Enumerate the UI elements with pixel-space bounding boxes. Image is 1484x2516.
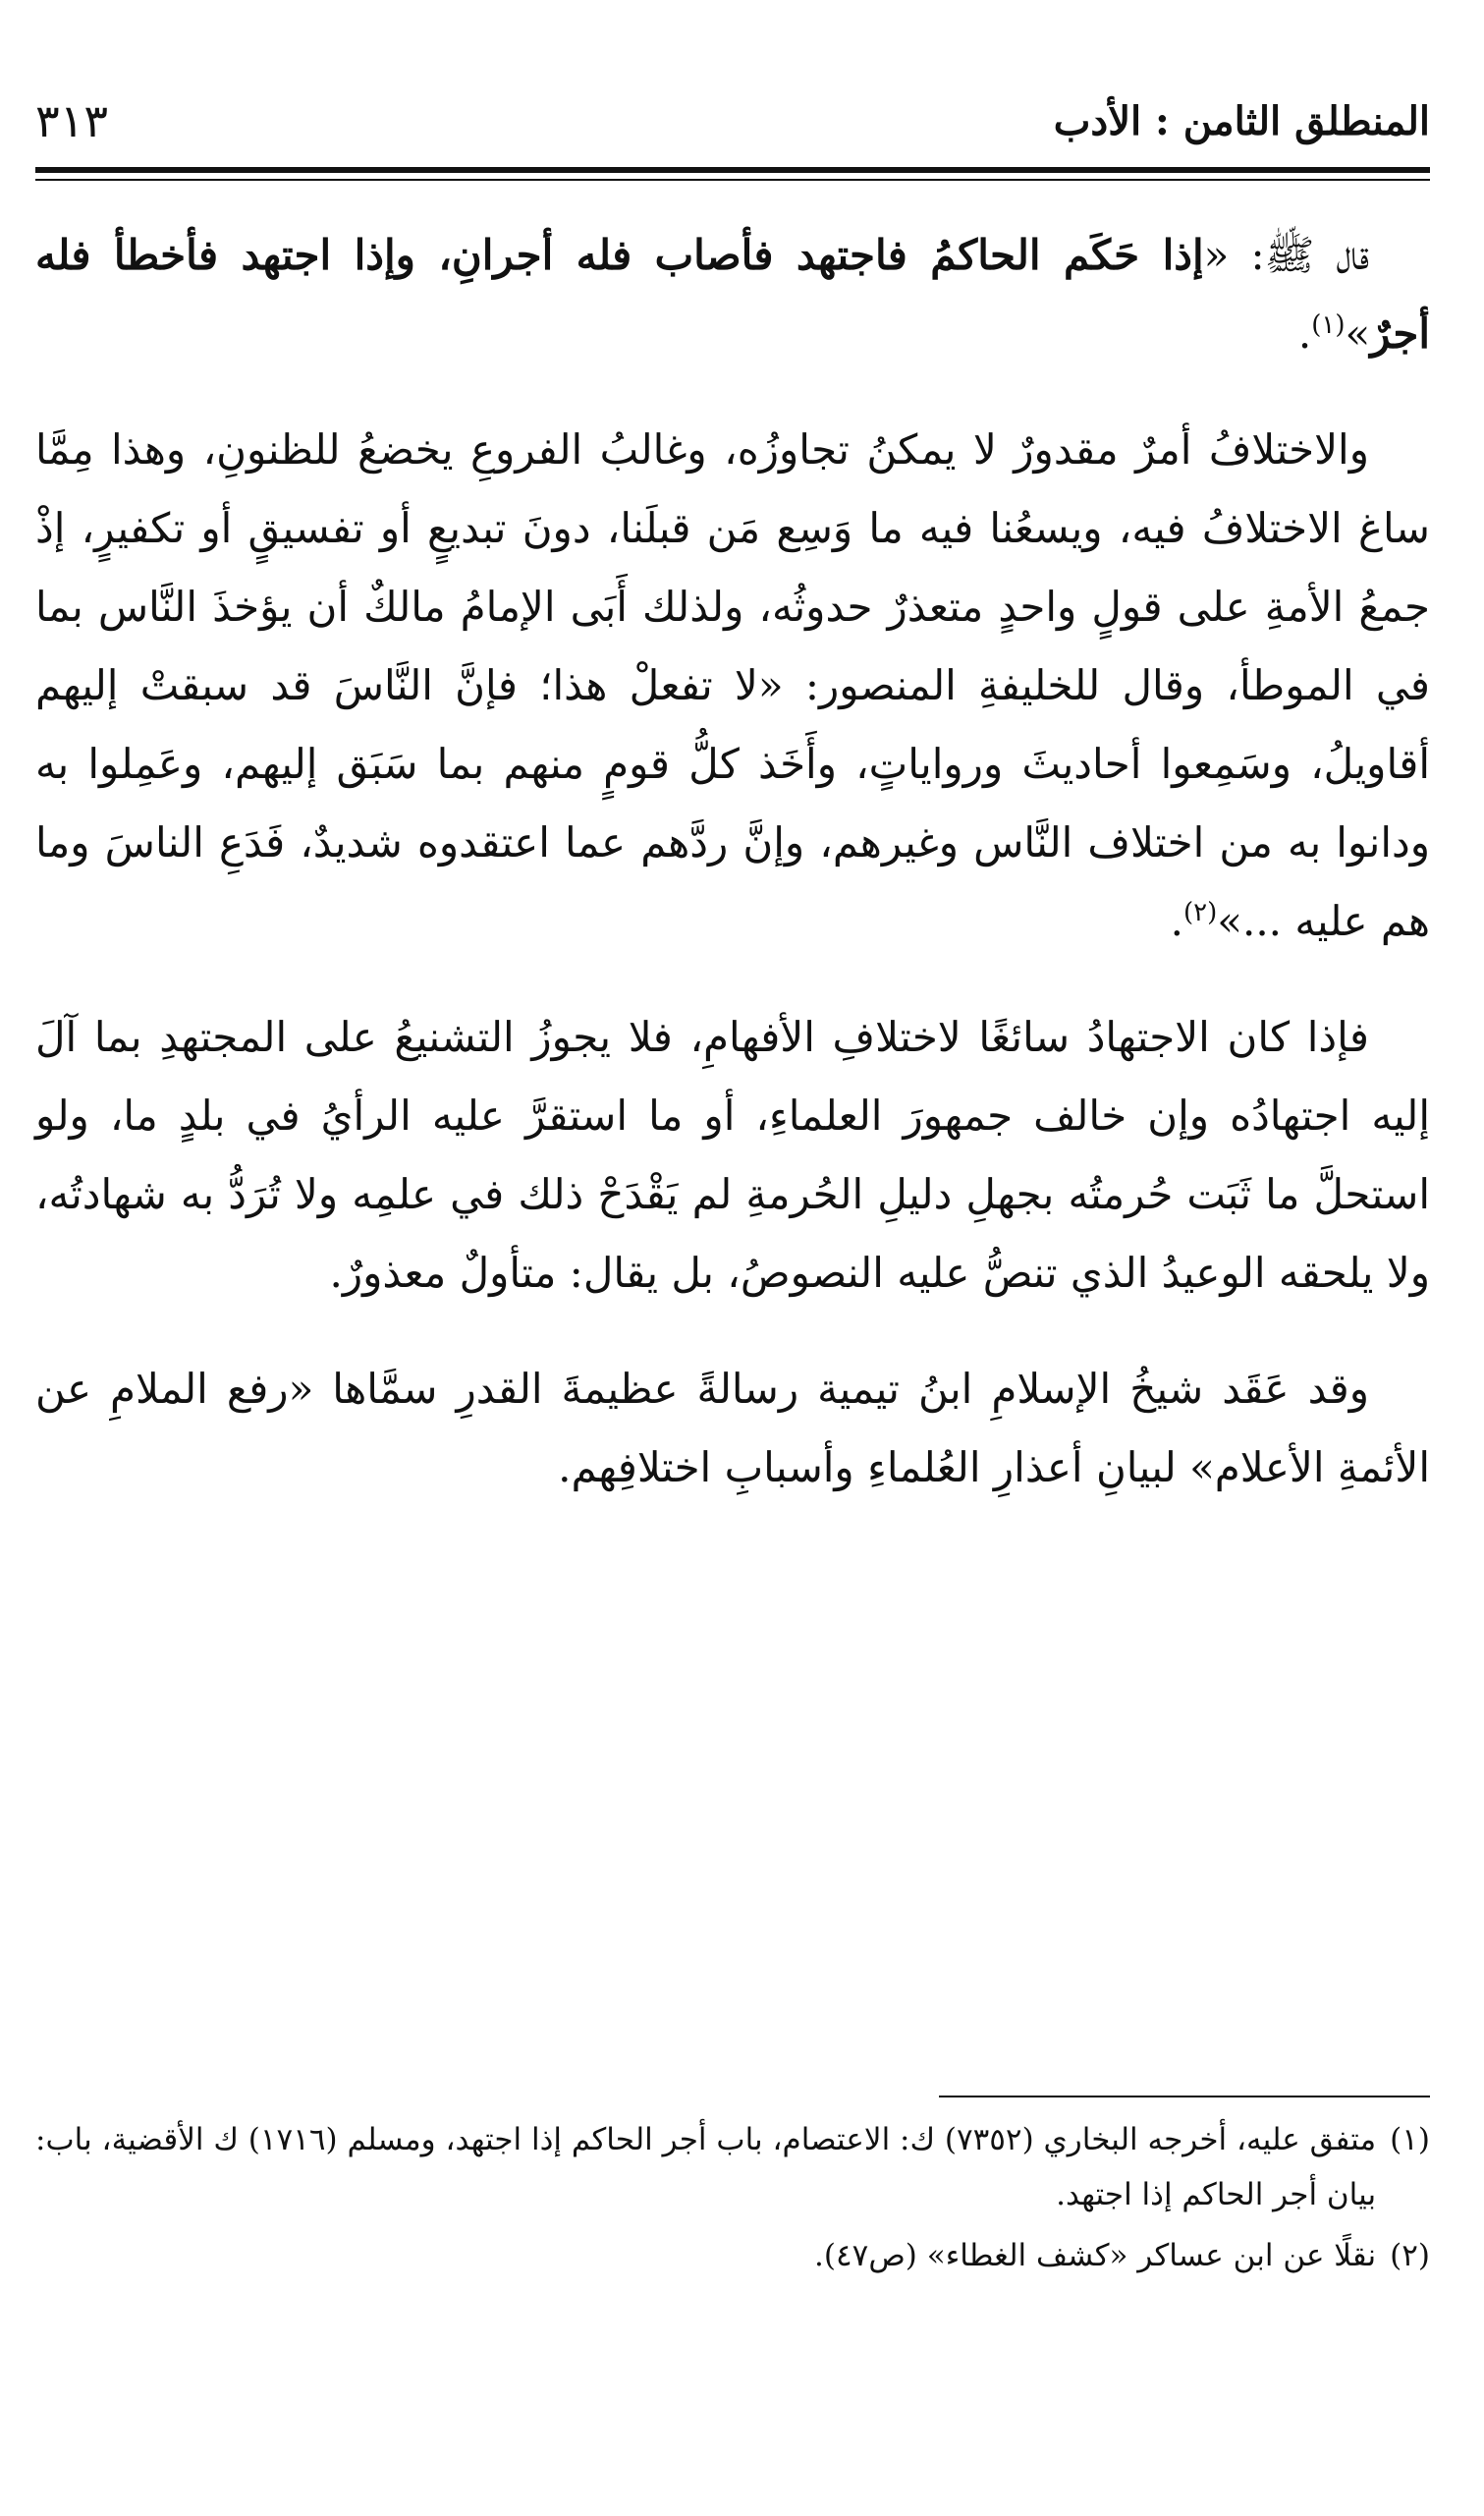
main-text <box>35 216 1430 1544</box>
paragraph-ikhtilaf <box>35 411 1430 961</box>
footnote-1 <box>35 2112 1430 2222</box>
header-rule-thin <box>35 179 1430 181</box>
paragraph-ikhtilaf-tail: . <box>1170 897 1183 945</box>
paragraph-hadith <box>35 216 1430 373</box>
paragraph-ikhtilaf-text: والاختلافُ أمرٌ مقدورٌ لا يمكنُ تجاوزُه، وغالبُ الفروعِ يخضعُ للظنونِ، وهذا مِمَّا ساغ الاختلافُ فيه، ويسعُنا فيه ما وَسِع مَن قبلَنا، دونَ تبديعٍ أو تفسيقٍ أو تكفيرٍ، إذْ جمعُ الأمةِ على قولٍ واحدٍ متعذرٌ حدوثُه، ولذلك أَبَى الإمامُ مالكٌ أن يؤخذَ النَّاس بما في الموطأ، وقال للخليفةِ المنصور: «لا تفعلْ هذا؛ فإنَّ النَّاسَ قد سبقتْ إليهم أقاويلُ، وسَمِعوا أحاديثَ ورواياتٍ، وأَخَذ كلُّ قومٍ منهم بما سَبَق إليهم، وعَمِلوا به ودانوا به من اختلاف النَّاس وغيرهم، وإنَّ ردَّهم عما اعتقدوه شديدٌ، فَدَعِ الناسَ وما هم عليه ...» <box>35 425 1430 945</box>
page-number: ٣١٣ <box>35 94 109 147</box>
paragraph-ibn-taymiyya <box>35 1350 1430 1507</box>
footnote-number: (١) <box>1390 2122 1430 2157</box>
footnote-separator <box>939 2096 1430 2097</box>
hadith-quote-close: » <box>1345 309 1371 358</box>
paragraph-ijtihad-text: فإذا كان الاجتهادُ سائغًا لاختلافِ الأفهامِ، فلا يجوزُ التشنيعُ على المجتهدِ بما آلَ إليه اجتهادُه وإن خالف جمهورَ العلماءِ، أو ما استقرَّ عليه الرأيُ في بلدٍ ما، ولو استحلَّ ما ثَبَت حُرمتُه بجهلِ دليلِ الحُرمةِ لم يَقْدَحْ ذلك في علمِه ولا تُرَدُّ به شهادتُه، ولا يلحقه الوعيدُ الذي تنصُّ عليه النصوصُ، بل يقال: متأولٌ معذورٌ. <box>35 1013 1430 1297</box>
footnote-2 <box>35 2228 1430 2283</box>
page-header <box>35 86 1430 155</box>
paragraph-ijtihad <box>35 998 1430 1313</box>
hadith-quote: إذا حَكَم الحاكمُ فاجتهد فأصاب فله أجرانِ، وإذا اجتهد فأخطأ فله أجرٌ <box>35 231 1430 358</box>
footnote-text: متفق عليه، أخرجه البخاري (٧٣٥٢) ك: الاعتصام، باب أجر الحاكم إذا اجتهد، ومسلم (١٧١٦) ك الأقضية، باب: بيان أجر الحاكم إذا اجتهد. <box>35 2122 1377 2212</box>
footnote-text: نقلًا عن ابن عساكر «كشف الغطاء» (ص٤٧). <box>814 2238 1377 2273</box>
running-title: المنطلق الثامن : الأدب <box>1053 97 1430 144</box>
header-rule-thick <box>35 167 1430 173</box>
hadith-tail: . <box>1297 309 1312 358</box>
footnote-number: (٢) <box>1390 2238 1430 2273</box>
hadith-intro: قال ﷺ: « <box>1203 231 1370 279</box>
footnote-ref-2: (٢) <box>1183 898 1218 927</box>
paragraph-ibn-taymiyya-text: وقد عَقَد شيخُ الإسلامِ ابنُ تيمية رسالةً عظيمةَ القدرِ سمَّاها «رفع الملامِ عن الأئمةِ الأعلام» لبيانِ أعذارِ العُلماءِ وأسبابِ اختلافِهم. <box>35 1365 1430 1491</box>
footnotes <box>35 2112 1430 2289</box>
footnote-ref-1: (١) <box>1311 310 1346 340</box>
